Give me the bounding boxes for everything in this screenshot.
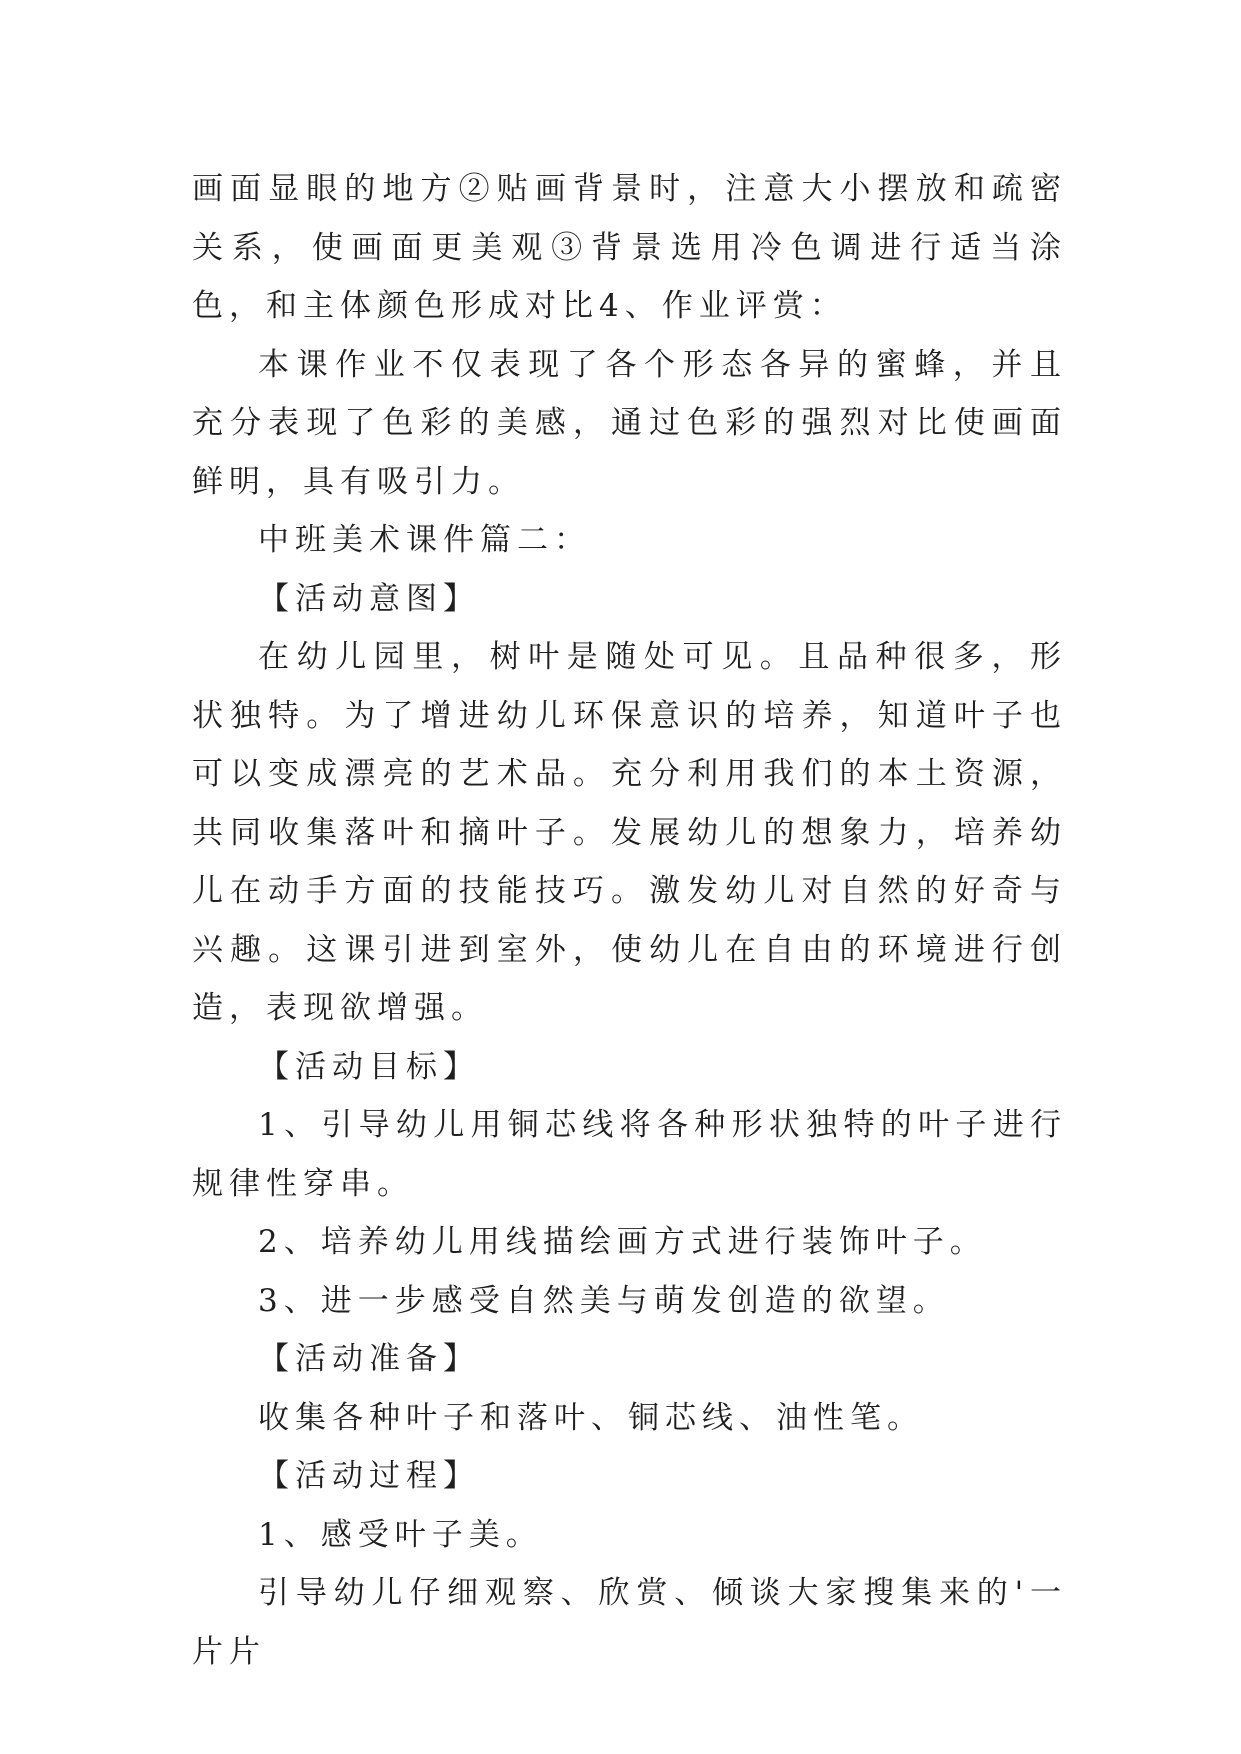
document-body bbox=[192, 160, 1067, 1681]
goal-item-1: 1、引导幼儿用铜芯线将各种形状独特的叶子进行规律性穿串。 bbox=[192, 1107, 1067, 1202]
paragraph-continuation: 画面显眼的地方②贴画背景时，注意大小摆放和疏密关系，使画面更美观③背景选用冷色调进行适当涂色，和主体颜色形成对比4、作业评赏： bbox=[192, 171, 1067, 324]
heading-activity-goals: 【活动目标】 bbox=[258, 1048, 480, 1085]
section-title: 中班美术课件篇二： bbox=[258, 522, 591, 558]
goal-item-2: 2、培养幼儿用线描绘画方式进行装饰叶子。 bbox=[258, 1224, 987, 1260]
paragraph-assignment-review: 本课作业不仅表现了各个形态各异的蜜蜂，并且充分表现了色彩的美感，通过色彩的强烈对比使画面鲜明，具有吸引力。 bbox=[192, 346, 1067, 500]
heading-activity-process: 【活动过程】 bbox=[258, 1458, 480, 1494]
paragraph-preparation: 收集各种叶子和落叶、铜芯线、油性笔。 bbox=[258, 1399, 924, 1436]
paragraph-activity-intent: 在幼儿园里，树叶是随处可见。且品种很多，形状独特。为了增进幼儿环保意识的培养，知道叶子也可以变成漂亮的艺术品。充分利用我们的本土资源，共同收集落叶和摘叶子。发展幼儿的想象力，培养幼儿在动手方面的技能技巧。激发幼儿对自然的好奇与兴趣。这课引进到室外，使幼儿在自由的环境进行创造，表现欲增强。 bbox=[192, 639, 1067, 1026]
goal-item-3: 3、进一步感受自然美与萌发创造的欲望。 bbox=[258, 1282, 950, 1319]
heading-activity-intent: 【活动意图】 bbox=[258, 580, 480, 617]
process-step-1: 1、感受叶子美。 bbox=[258, 1516, 543, 1553]
process-step-1-detail: 引导幼儿仔细观察、欣赏、倾谈大家搜集来的'一片片 bbox=[192, 1575, 1067, 1670]
heading-activity-preparation: 【活动准备】 bbox=[258, 1341, 480, 1377]
